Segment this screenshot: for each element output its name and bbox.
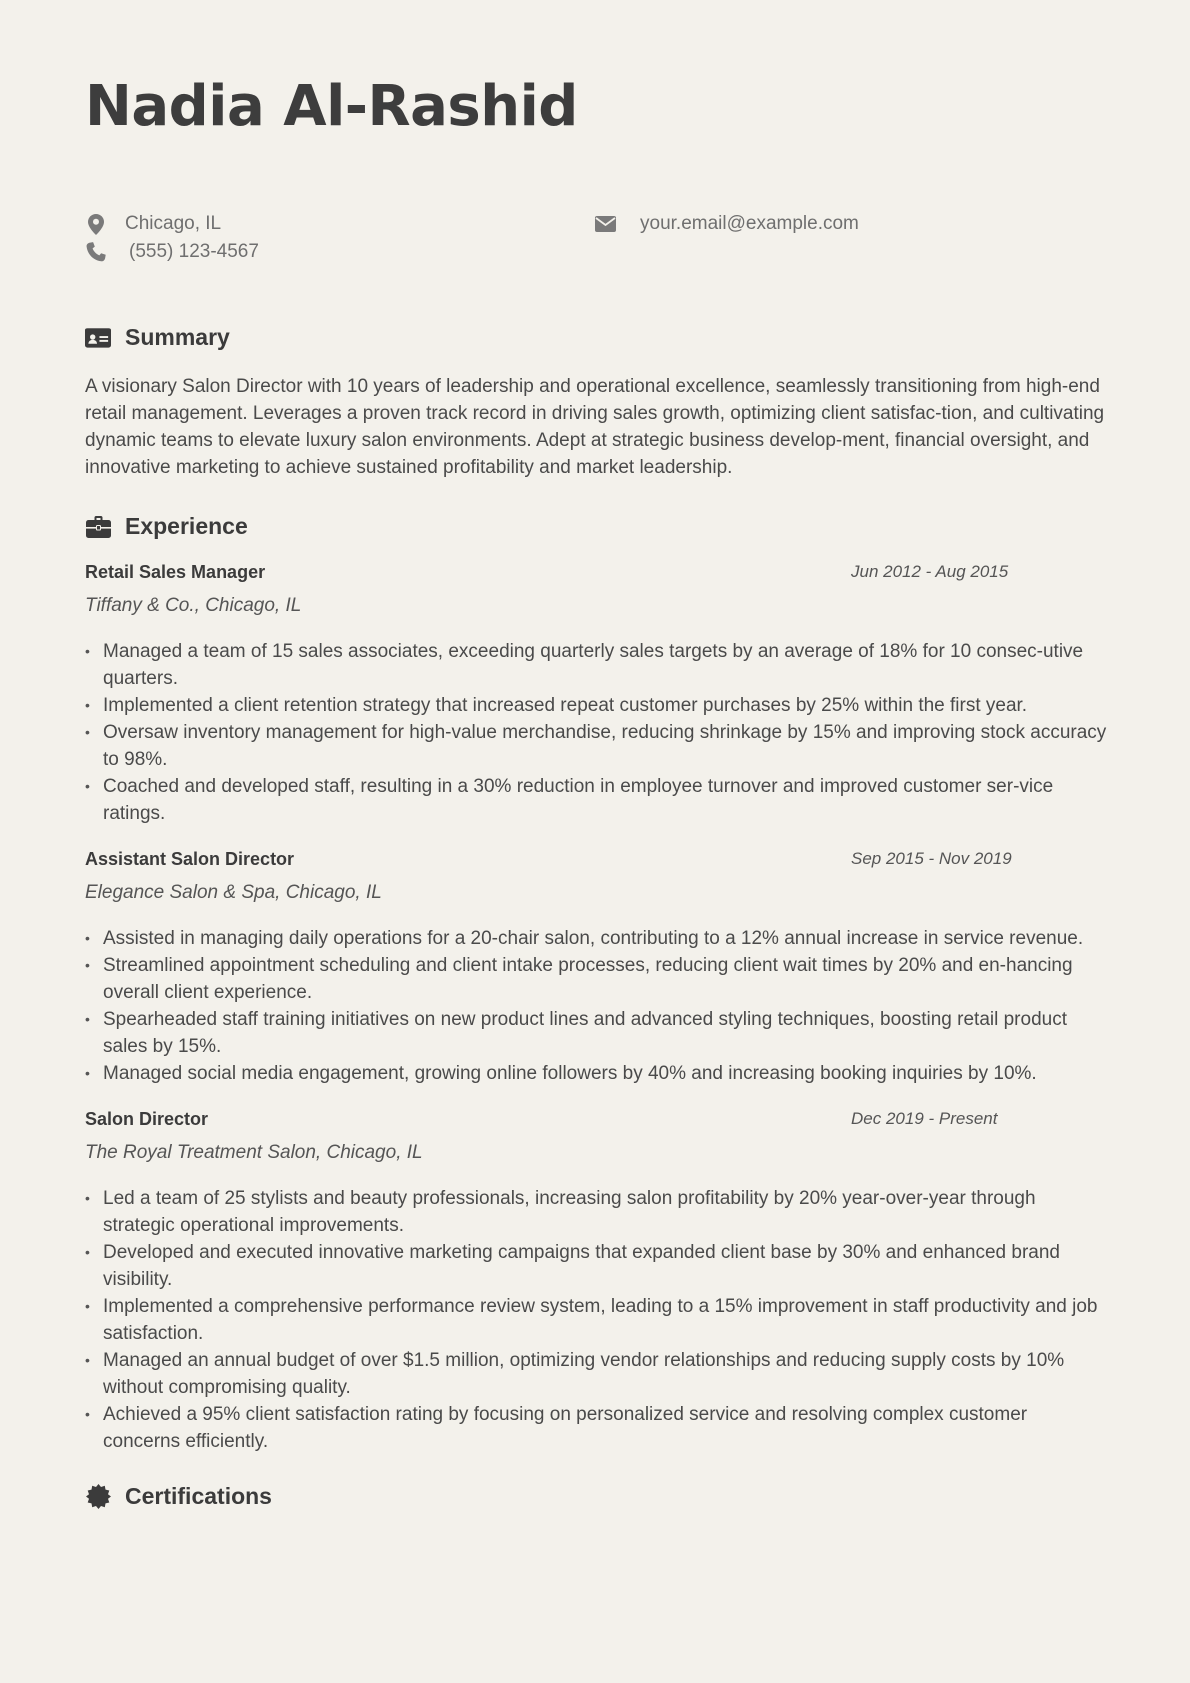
list-item: • Managed an annual budget of over $1.5 million, optimizing vendor relationships and reducing supply costs by 10% without compromising quality.	[85, 1347, 1107, 1401]
job-title: Retail Sales Manager	[85, 562, 266, 582]
candidate-name: Nadia Al-Rashid	[85, 74, 578, 139]
list-item: • Managed a team of 15 sales associates, exceeding quarterly sales targets by an average of 18% for 10 consec-utive quarters.	[85, 638, 1107, 692]
job-company: Elegance Salon & Spa, Chicago, IL	[85, 882, 382, 903]
map-pin-icon	[85, 213, 107, 235]
phone-icon	[85, 241, 107, 263]
job-bullets	[85, 638, 1107, 827]
experience-heading: Experience	[125, 513, 248, 539]
job-dates: Dec 2019 - Present	[851, 1109, 998, 1128]
email-text: your.email@example.com	[640, 213, 859, 234]
job-company: The Royal Treatment Salon, Chicago, IL	[85, 1142, 423, 1163]
list-item: • Implemented a client retention strategy that increased repeat customer purchases by 25% within the first year.	[85, 692, 1107, 719]
job-entry	[85, 558, 1105, 827]
list-item: • Achieved a 95% client satisfaction rating by focusing on personalized service and resolving complex customer concerns efficiently.	[85, 1401, 1107, 1455]
job-dates: Jun 2012 - Aug 2015	[851, 562, 1009, 581]
job-company: Tiffany & Co., Chicago, IL	[85, 595, 302, 616]
list-item: • Oversaw inventory management for high-value merchandise, reducing shrinkage by 15% and improving stock accuracy to 98%.	[85, 719, 1107, 773]
summary-section-header	[85, 324, 1105, 351]
briefcase-icon	[85, 514, 111, 540]
phone-text: (555) 123-4567	[129, 241, 259, 262]
location-text: Chicago, IL	[125, 213, 222, 234]
job-title: Assistant Salon Director	[85, 849, 295, 869]
summary-text: A visionary Salon Director with 10 years of leadership and operational excellence, seamlessly transitioning from high-end retail management. Leverages a proven track record in driving sales growth, optimizing client satisfac-tion, and cultivating dynamic teams to elevate luxury salon environments. Adept at strategic business develop-ment, financial oversight, and innovative marketing to achieve sustained profitability and market leadership.	[85, 376, 1105, 478]
job-bullets	[85, 1185, 1107, 1455]
job-dates: Sep 2015 - Nov 2019	[851, 849, 1012, 868]
id-card-icon	[85, 325, 111, 351]
badge-icon	[85, 1484, 111, 1510]
contact-location	[85, 210, 221, 238]
job-entry	[85, 845, 1105, 1087]
experience-list	[85, 558, 1105, 1455]
experience-section-header	[85, 513, 1105, 540]
list-item: • Led a team of 25 stylists and beauty professionals, increasing salon profitability by 20% year-over-year through strategic operational improvements.	[85, 1185, 1107, 1239]
list-item: • Implemented a comprehensive performance review system, leading to a 15% improvement in staff productivity and job satisfaction.	[85, 1293, 1107, 1347]
list-item: • Streamlined appointment scheduling and client intake processes, reducing client wait times by 20% and en-hancing overall client experience.	[85, 952, 1107, 1006]
job-entry	[85, 1105, 1105, 1455]
list-item: • Coached and developed staff, resulting in a 30% reduction in employee turnover and improved customer ser-vice ratings.	[85, 773, 1107, 827]
contact-info	[85, 210, 1105, 270]
contact-email	[594, 210, 859, 238]
certifications-heading: Certifications	[125, 1483, 272, 1509]
summary-heading: Summary	[125, 324, 230, 350]
job-title: Salon Director	[85, 1109, 209, 1129]
list-item: • Assisted in managing daily operations for a 20-chair salon, contributing to a 12% annual increase in service revenue.	[85, 925, 1107, 952]
job-bullets	[85, 925, 1107, 1087]
list-item: • Spearheaded staff training initiatives on new product lines and advanced styling techniques, boosting retail product sales by 15%.	[85, 1006, 1107, 1060]
certifications-section-header	[85, 1483, 1105, 1510]
contact-phone	[85, 238, 259, 266]
list-item: • Developed and executed innovative marketing campaigns that expanded client base by 30% and enhanced brand visibility.	[85, 1239, 1107, 1293]
envelope-icon	[594, 213, 616, 235]
list-item: • Managed social media engagement, growing online followers by 40% and increasing booking inquiries by 10%.	[85, 1060, 1107, 1087]
